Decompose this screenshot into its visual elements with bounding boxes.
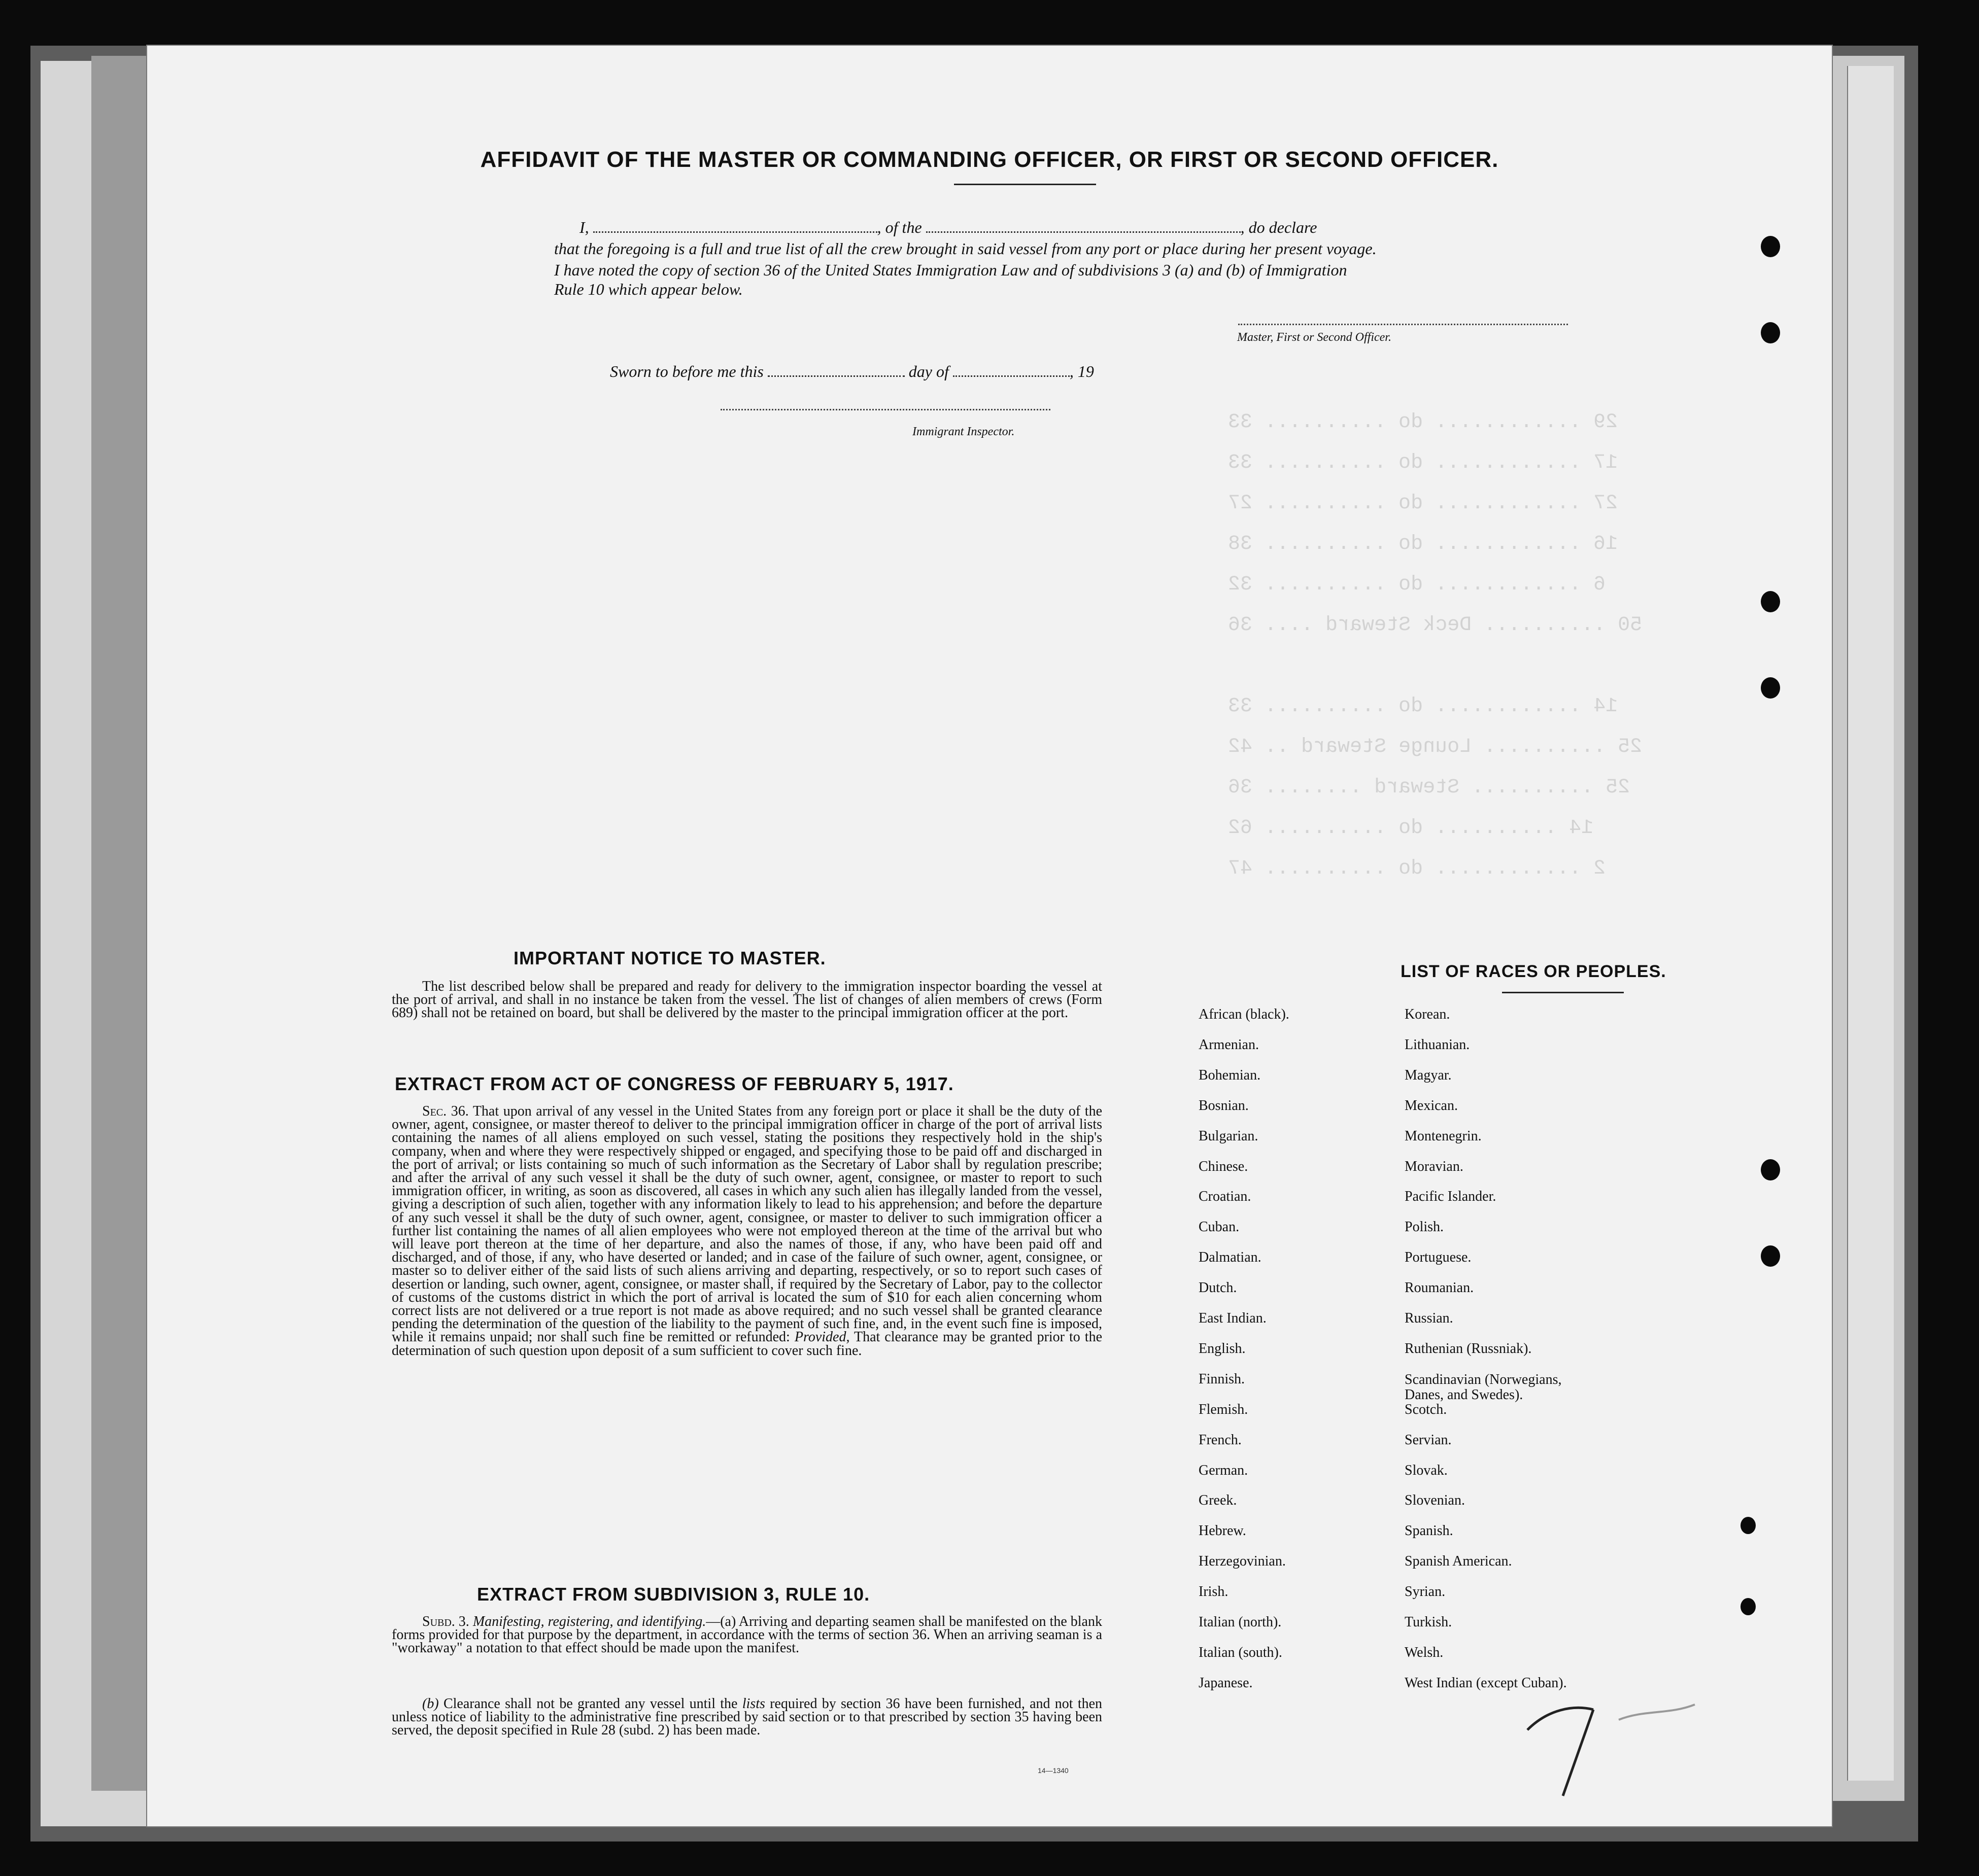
punch-hole [1761,1245,1780,1267]
notice-title: IMPORTANT NOTICE TO MASTER. [514,948,826,968]
subd-b-label: (b) [422,1696,439,1712]
master-caption: Master, First or Second Officer. [1237,331,1391,344]
race-item: Magyar. [1405,1067,1452,1083]
sworn-day-blank[interactable] [768,375,905,377]
races-title: LIST OF RACES OR PEOPLES. [1401,962,1666,981]
notice-body: The list described below shall be prepared and ready for delivery to the immigration inspector boarding the vessel at the port of arrival, and shall in no instance be taken from the vessel. The list of changes of alien members of crews (Form 689) shall not be retained on board, but shall be delivered by the master to the principal immigration officer at the port. [392,979,1102,1021]
section-label: Sec. 36. [422,1103,469,1119]
race-item: African (black). [1199,1006,1289,1022]
race-item: Slovak. [1405,1462,1448,1478]
subd-b-text-2: required by section 36 have been furnished, and not then unless notice of liability to the administrative fine prescribed by said section or to that prescribed by section 35 having been served, the deposit specified in Rule 28 (subd. 2) has been made. [392,1696,1103,1739]
race-item: Spanish American. [1405,1553,1512,1570]
race-item: Polish. [1405,1219,1444,1235]
extract-rule-subd-a [392,1615,1102,1655]
subd-label: Subd. 3. [422,1614,469,1629]
extract-rule-title: EXTRACT FROM SUBDIVISION 3, RULE 10. [477,1584,870,1605]
punch-hole [1761,1159,1780,1180]
race-item: Hebrew. [1199,1523,1246,1539]
race-item: Herzegovinian. [1199,1553,1286,1570]
punch-hole [1761,677,1780,699]
affidavit-i: I, [579,218,589,236]
race-item: Croatian. [1199,1189,1251,1205]
race-item: Moravian. [1405,1158,1463,1174]
punch-hole [1741,1598,1756,1615]
race-item: Welsh. [1405,1644,1444,1660]
extract-act-title: EXTRACT FROM ACT OF CONGRESS OF FEBRUARY 5, 1917. [395,1073,954,1094]
race-item: English. [1199,1340,1246,1357]
affidavit-title-rule [954,184,1096,185]
affidavit-of-the: , of the [877,218,922,236]
affidavit-line-4: Rule 10 which appear below. [554,280,743,298]
race-item: Cuban. [1199,1219,1240,1235]
race-item: Mexican. [1405,1097,1458,1114]
race-item: West Indian (except Cuban). [1405,1675,1567,1691]
year-prefix: , 19 [1069,362,1094,380]
race-item: Turkish. [1405,1614,1452,1630]
subd-b-text-1: Clearance shall not be granted any vessel until the [443,1696,738,1712]
punch-hole [1761,236,1780,257]
race-item: Pacific Islander. [1405,1189,1496,1205]
race-item: German. [1199,1462,1248,1478]
race-item: Japanese. [1199,1675,1253,1691]
affidavit-line-2: that the foregoing is a full and true list of all the crew brought in said vessel from any port or place during her present voyage. [554,239,1377,258]
race-item: Bohemian. [1199,1067,1261,1083]
section-36-text: That upon arrival of any vessel in the United States from any foreign port or place it shall be the duty of the owner, agent, consignee, or master thereof to deliver to the principal immigration officer in charge of the port of arrival lists containing the names of all aliens employed on such vessel, stating the positions they respectively hold in the ship's company, when and where they were respectively shipped or engaged, and specifying those to be paid off and discharged in the port of arrival; or lists containing so much of such information as the Secretary of Labor shall by regulation prescribe; and after the arrival of any such vessel it shall be the duty of such owner, agent, consignee, or master to report to such immigration officer, in writing, as soon as discovered, all cases in which any such alien has illegally landed from the vessel, giving a description of such alien, together with any information likely to lead to his apprehension; and before the departure of any such vessel it shall be the duty of such owner, agent, consignee, or master to deliver to such immigration officer a further list containing the names of all alien employees who were not employed thereon at the time of the arrival but who will leave port thereon at the time of her departure, and also the names of those, if any, who have been paid off and discharged, and of those, if any, who have deserted or landed; and in case of the failure of such owner, agent, consignee, or master so to deliver either of the said lists of such aliens arriving and departing, respectively, or so to report such cases of desertion or landing, such owner, agent, consignee, or master shall, if required by the Secretary of Labor, pay to the collector of customs of the customs district in which the port of arrival is located the sum of $10 for each alien concerning whom correct lists are not delivered or a true report is not made as above required; and no such vessel shall be granted clearance pending the determination of the question of the liability to the payment of such fine, and, in the event such fine is imposed, while it remains unpaid; nor shall such fine be remitted or refunded: [392,1103,1102,1345]
inspector-signature-line[interactable] [721,409,1050,410]
subd-b-lists: lists [742,1696,765,1712]
affidavit-line-3: I have noted the copy of section 36 of the United States Immigration Law and of subdivisions 3 (a) and (b) of Immigration [554,261,1347,279]
master-signature-line[interactable] [1238,324,1568,325]
sworn-text: Sworn to before me this [610,362,764,380]
vessel-blank[interactable] [926,231,1241,233]
form-number: 14—1340 [1038,1766,1069,1775]
punch-hole [1761,322,1780,343]
sworn-line [610,362,1094,381]
affidavit-line-1 [579,218,1317,237]
extract-act-body [392,1105,1102,1358]
race-item: Spanish. [1405,1523,1453,1539]
race-item: Dalmatian. [1199,1249,1261,1266]
day-of-text: day of [908,362,949,380]
race-item: Syrian. [1405,1584,1446,1600]
race-item: Italian (south). [1199,1644,1282,1660]
race-item: Bosnian. [1199,1097,1249,1114]
document-sheet: 29 ............ do .......... 33 17 ............ do .......... 33 27 ............ do .......... 27 16 ............ do .......... 38 6 ............ do .......... 32 50 .......... Deck Steward .... 36 14 ............ do .......... 33 25 .......... Lounge Steward .. 42 25 .......... Steward ........ 36 14 .......... do .......... 62 2 ............ do .......... 47 AFFIDAVIT OF THE MASTER OR COMMANDING OFFICER, OR FIRST OR SECOND OFFICER. I, , of the , do declare that the foregoing is a full and true list of all the crew brought in said vessel from any port or place during her present voyage. I have noted the copy of section 36 of the United States Immigration Law and of subdivisions 3 (a) and (b) of Immigration Rule 10 which appear below. Master, First or Second Officer. Sworn to before me this day of , 19 Immigrant Inspector. IMPORTANT NOTICE TO MASTER. The list described below shall be prepared and ready for delivery to the immigration inspector boarding the vessel at the port of arrival, and shall in no instance be taken from the vessel. The list of changes of alien members of crews (Form 689) shall not be retained on board, but shall be delivered by the master to the principal immigration officer at the port. EXTRACT FROM ACT OF CONGRESS OF FEBRUARY 5, 1917. Sec. 36. That upon arrival of any vessel in the United States from any foreign port or place it shall be the duty of the owner, agent, consignee, or master thereof to deliver to the principal immigration officer in charge of the port of arrival lists containing the names of all aliens employed on such vessel, stating the positions they respectively hold in the ship's company, when and where they were respectively shipped or engaged, and specifying those to be paid off and discharged in the port of arrival; or lists containing so much of such information as the Secretary of Labor shall by regulation prescribe; and after the arrival of any such vessel it shall be the duty of such owner, agent, consignee, or master to report to such immigration officer, in writing, as soon as discovered, all cases in which any such alien has illegally landed from the vessel, giving a description of such alien, together with any information likely to lead to his apprehension; and before the departure of any such vessel it shall be the duty of such owner, agent, consignee, or master to deliver to such immigration officer a further list containing the names of all alien employees who were not employed thereon at the time of the arrival but who will leave port thereon at the time of her departure, and also the names of those, if any, who have been paid off and discharged, and of those, if any, who have deserted or landed; and in case of the failure of such owner, agent, consignee, or master so to deliver either of the said lists of such aliens arriving and departing, respectively, or so to report such cases of desertion or landing, such owner, agent, consignee, or master shall, if required by the Secretary of Labor, pay to the collector of customs of the customs district in which the port of arrival is located the sum of $10 for each alien concerning whom correct lists are not delivered or a true report is not made as above required; and no such vessel shall be granted clearance pending the determination of the question of the liability to the payment of such fine, and, in the event such fine is imposed, while it remains unpaid; nor shall such fine be remitted or refunded: Provided, That clearance may be granted prior to the determination of such question upon deposit of a sum sufficient to cover such fine. EXTRACT FROM SUBDIVISION 3, RULE 10. Subd. 3. Manifesting, registering, and identifying.—(a) Arriving and departing seamen shall be manifested on the blank forms provided for that purpose by the department, in accordance with the terms of section 36. When an arriving seaman is a "workaway" a notation to that effect should be made upon the manifest. (b) Clearance shall not be granted any vessel until the lists required by section 36 have been furnished, and not then unless notice of liability to the administrative fine prescribed by said section or to that prescribed by section 35 having been served, the deposit specified in Rule 28 (subd. 2) has been made. 14—1340 LIST OF RACES OR PEOPLES. African (black). Armenian. Bohemian. Bosnian. Bulgarian. Chinese. Croatian. Cuban. Dalmatian. Dutch. East Indian. English. Finnish. Flemish. French. German. Greek. Hebrew. Herzegovinian. Irish. Italian (north). Italian (south). Japanese. Korean. Lithuanian. Magyar. Mexican. Montenegrin. Moravian. Pacific Islander. Polish. Portuguese. Roumanian. Russian. Ruthenian (Russniak). Scandinavian (Norwegians, Danes, and Swedes). Scotch. Servian. Slovak. Slovenian. Spanish. Spanish American. Syrian. Turkish. Welsh. West Indian (except Cuban). [147,46,1832,1826]
name-blank[interactable] [593,231,877,233]
race-item: Italian (north). [1199,1614,1282,1630]
subd-a-text: Arriving and departing seamen shall be manifested on the blank forms provided for that purpose by the department, in accordance with the terms of section 36. When an arriving seaman is a "workaway" a notation to that effect should be made upon the manifest. [392,1614,1102,1656]
sworn-month-blank[interactable] [953,375,1070,377]
race-item: Scandinavian (Norwegians, Danes, and Swedes). [1405,1371,1562,1403]
race-item: Flemish. [1199,1401,1248,1417]
punch-hole [1761,591,1780,612]
race-item: Greek. [1199,1492,1237,1509]
race-item: Irish. [1199,1584,1229,1600]
provided-word: Provided, [794,1329,850,1345]
race-item: French. [1199,1432,1242,1448]
section-36-end: That clearance may be granted prior to the determination of such question upon deposit of a sum sufficient to cover such fine. [392,1329,1102,1359]
right-page-edge-inner [1847,66,1894,1781]
race-item: Ruthenian (Russniak). [1405,1340,1532,1357]
race-item: Chinese. [1199,1158,1248,1174]
handwritten-mark [1517,1689,1710,1801]
subd-a-label: —(a) [706,1614,736,1629]
punch-hole [1741,1517,1756,1534]
race-item: Roumanian. [1405,1280,1474,1296]
race-item: Armenian. [1199,1036,1259,1053]
race-item: East Indian. [1199,1310,1267,1326]
race-item: Montenegrin. [1405,1128,1482,1144]
race-item: Korean. [1405,1006,1450,1022]
race-item: Portuguese. [1405,1249,1472,1266]
races-title-rule [1502,992,1624,993]
race-item: Finnish. [1199,1371,1245,1387]
race-item: Scotch. [1405,1401,1447,1417]
extract-rule-subd-b [392,1697,1102,1738]
race-item: Slovenian. [1405,1492,1465,1509]
affidavit-title: AFFIDAVIT OF THE MASTER OR COMMANDING OFFICER, OR FIRST OR SECOND OFFICER. [480,147,1499,172]
affidavit-do-declare: , do declare [1240,218,1317,236]
subd-heading: Manifesting, registering, and identifying. [472,1614,706,1629]
inspector-caption: Immigrant Inspector. [912,425,1015,438]
race-item: Servian. [1405,1432,1452,1448]
race-item: Russian. [1405,1310,1453,1326]
race-item: Dutch. [1199,1280,1237,1296]
race-item: Bulgarian. [1199,1128,1258,1144]
race-item: Lithuanian. [1405,1036,1470,1053]
